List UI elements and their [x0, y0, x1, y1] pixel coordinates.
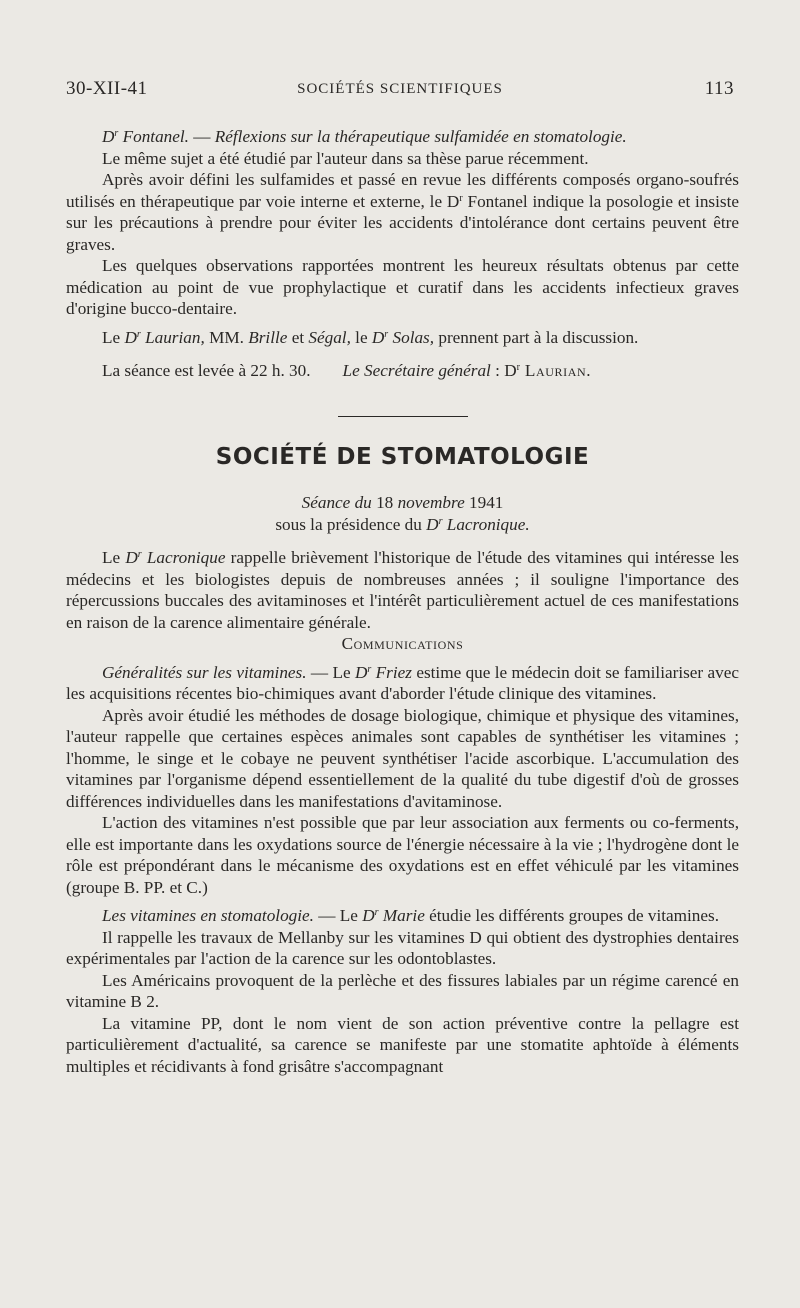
text: MM. — [204, 327, 249, 347]
paragraph-discussion — [66, 327, 739, 349]
paragraph: Les Américains provoquent de la perlèche et des fissures labiales par un régime carencé en vitamine B 2. — [66, 970, 739, 1011]
communication-title: Les vitamines en stomatologie. — [102, 906, 314, 925]
paragraph-friez — [66, 662, 739, 705]
person-name: Laurian, — [140, 327, 205, 347]
text: 18 — [371, 493, 398, 512]
text: novembre — [397, 493, 465, 512]
doctor-sup: r — [438, 515, 443, 527]
text: Fontanel indique la posologie et insiste sur les précautions à prendre pour éviter les accidents d'intolérance dont certains peuvent être graves. — [66, 191, 739, 254]
doctor-sup: r — [137, 549, 142, 560]
person-name: Laurian. — [519, 361, 592, 380]
person-name: Lacronique — [141, 548, 226, 567]
paragraph-lacronique — [66, 547, 739, 633]
dash: — — [188, 127, 215, 146]
paragraph: Le même sujet a été étudié par l'auteur dans sa thèse parue récemment. — [102, 148, 589, 168]
text: Après avoir défini les sulfamides et passé en revue les différents composés organo-soufrés utilisés en thérapeutique par voie interne et externe, le D — [66, 170, 739, 211]
session-closing — [66, 360, 739, 382]
person-name: Ségal, — [308, 327, 351, 347]
header-date: 30-XII-41 — [66, 78, 148, 99]
paragraph: Après avoir étudié les méthodes de dosage biologique, chimique et physique des vitamines, l'auteur rappelle que certaines espèces animales sont capables de synthétiser les vitamines ; l'homme, le singe et le cobaye ne peuvent synthétiser l'acide ascorbique. L'accumulation des vitamines par l'organisme dépend essentiellement de la qualité du tube digestif d'où de grosses différences individuelles dans les manifestations d'avitaminose. — [66, 705, 739, 811]
person-name: Lacronique. — [442, 514, 530, 534]
doctor-abbrev: D — [371, 327, 385, 347]
page-body — [66, 126, 739, 1077]
doctor-abbrev: D — [354, 662, 368, 682]
doctor-abbrev: D — [125, 548, 138, 567]
society-title: SOCIÉTÉ DE STOMATOLOGIE — [215, 443, 590, 470]
doctor-sup: r — [459, 192, 463, 204]
paragraph-marie — [66, 905, 739, 927]
communications-heading: Communications — [341, 634, 464, 653]
doctor-sup: r — [516, 362, 520, 373]
session-presidency — [66, 514, 739, 536]
doctor-sup: r — [367, 663, 372, 675]
text: estime que le médecin doit se familiariser avec les acquisitions récentes bio-chimiques avant d'aborder l'étude clinique des vitamines. — [66, 662, 739, 703]
text: 1941 — [464, 493, 504, 512]
text: Séance du — [301, 493, 372, 512]
text: rappelle brièvement l'historique de l'étude des vitamines qui intéresse les médecins et les biologistes depuis de nombreuses années ; il souligne l'importance des répercussions buccales des avitaminoses et l'intérêt particulièrement actuel de ces manifestations en raison de la carence alimentaire générale. — [66, 548, 739, 632]
communication-title: Généralités sur les vitamines. — [102, 662, 307, 682]
header-section-title: SOCIÉTÉS SCIENTIFIQUES — [297, 81, 503, 97]
paragraph: La vitamine PP, dont le nom vient de son action préventive contre la pellagre est particulièrement d'actualité, sa carence se manifeste par une stomatite aphtoïde à éléments multiples et récidivants à fond grisâtre s'accompagnant — [66, 1013, 739, 1076]
doctor-sup: r — [136, 328, 141, 340]
text: sous la présidence du — [275, 514, 427, 534]
text: Le — [102, 327, 125, 347]
paragraph-fontanel-heading — [66, 126, 739, 148]
page-number: 113 — [704, 78, 734, 99]
text: Le — [102, 548, 126, 567]
doctor-sup: r — [384, 328, 389, 340]
text: le — [350, 327, 372, 347]
text: La séance est levée à 22 h. 30. — [102, 361, 311, 380]
text: prennent part à la discussion. — [434, 327, 639, 347]
text: — Le — [306, 662, 355, 682]
text: — Le — [313, 906, 363, 925]
author-name: Fontanel. — [118, 127, 189, 146]
secretary-title: Le Secrétaire général — [342, 361, 491, 380]
text: : — [490, 361, 505, 380]
section-divider — [338, 416, 468, 417]
doctor-abbrev: D — [504, 361, 517, 380]
person-name: Friez — [371, 662, 412, 682]
text: étudie les différents groupes de vitamines. — [424, 906, 720, 925]
doctor-sup: r — [374, 907, 379, 918]
person-name: Solas, — [388, 327, 435, 347]
paragraph: L'action des vitamines n'est possible que par leur association aux ferments ou co-ferments, elle est importante dans les oxydations source de l'énergie nécessaire à la vie ; l'hydrogène dont le rôle est prépondérant dans le mécanisme des oxydations est en effet véhiculé par les vitamines (groupe B. PP. et C.) — [66, 813, 739, 897]
text: et — [287, 327, 309, 347]
paragraph: Il rappelle les travaux de Mellanby sur les vitamines D qui obtient des dystrophies dentaires expérimentales par l'action de la carence sur les odontoblastes. — [66, 927, 739, 968]
person-name: Brille — [248, 327, 288, 347]
paragraph: Les quelques observations rapportées montrent les heureux résultats obtenus par cette médication au point de vue prophylactique et curatif dans les accidents infectieux graves d'origine bucco-dentaire. — [66, 256, 739, 318]
doctor-abbrev: D — [124, 327, 137, 347]
doctor-abbrev: D — [102, 127, 115, 146]
doctor-abbrev: D — [362, 906, 375, 925]
paper-title: Réflexions sur la thérapeutique sulfamidée en stomatologie. — [214, 127, 627, 146]
paragraph — [66, 169, 739, 255]
person-name: Marie — [378, 906, 425, 925]
doctor-sup: r — [114, 128, 119, 139]
doctor-abbrev: D — [426, 514, 439, 534]
session-date — [66, 492, 739, 514]
